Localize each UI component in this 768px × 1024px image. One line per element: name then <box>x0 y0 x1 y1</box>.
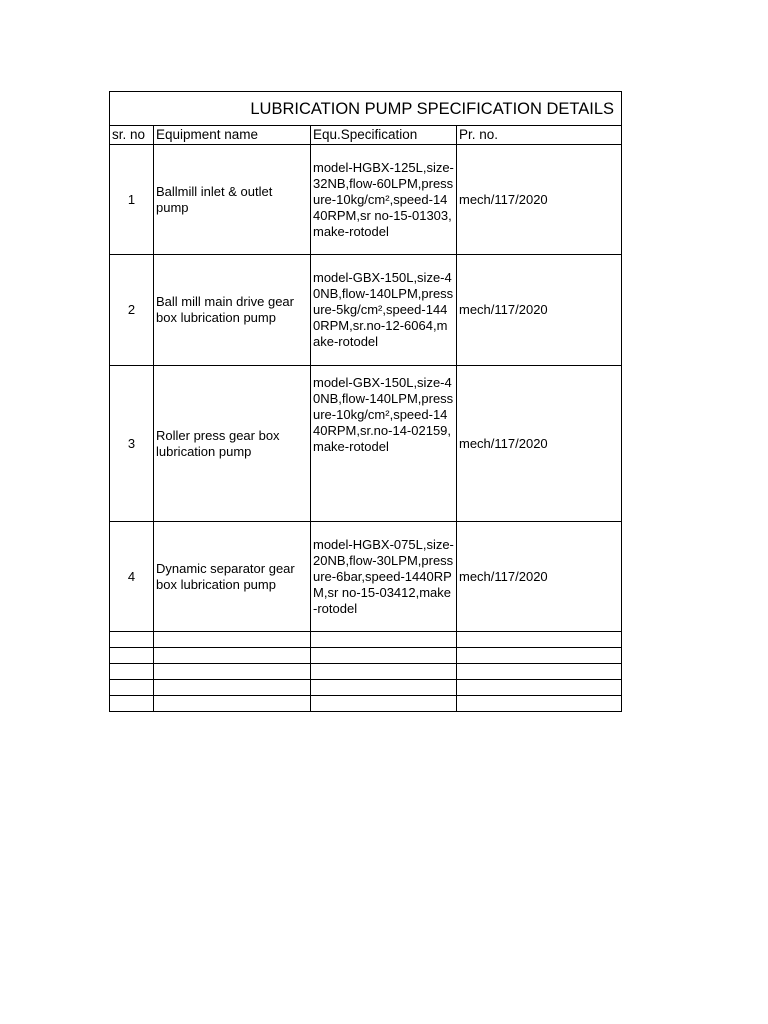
empty-cell <box>110 696 154 712</box>
empty-cell <box>154 648 311 664</box>
empty-row <box>110 648 622 664</box>
empty-cell <box>311 696 457 712</box>
row-sr-no: 1 <box>110 145 154 255</box>
row-equipment-name: Ballmill inlet & outlet pump <box>154 145 311 255</box>
empty-cell <box>311 664 457 680</box>
row-specification: model-HGBX-125L,size-32NB,flow-60LPM,pressure-10kg/cm²,speed-1440RPM,sr no-15-01303,make-rotodel <box>311 145 457 255</box>
table-row <box>110 255 622 366</box>
header-row <box>110 126 622 145</box>
row-equipment-name: Dynamic separator gear box lubrication pump <box>154 522 311 632</box>
empty-cell <box>110 648 154 664</box>
row-specification: model-GBX-150L,size-40NB,flow-140LPM,pressure-10kg/cm²,speed-1440RPM,sr.no-14-02159,make-rotodel <box>311 366 457 522</box>
empty-cell <box>457 680 622 696</box>
empty-cell <box>110 632 154 648</box>
row-sr-no: 4 <box>110 522 154 632</box>
empty-cell <box>457 696 622 712</box>
empty-cell <box>154 696 311 712</box>
row-pr-no: mech/117/2020 <box>457 145 622 255</box>
header-sr-no: sr. no <box>110 126 154 145</box>
empty-row <box>110 664 622 680</box>
header-specification: Equ.Specification <box>311 126 457 145</box>
table-row <box>110 366 622 522</box>
empty-cell <box>311 632 457 648</box>
empty-cell <box>110 680 154 696</box>
title-row <box>110 92 622 126</box>
row-pr-no: mech/117/2020 <box>457 522 622 632</box>
row-specification: model-HGBX-075L,size-20NB,flow-30LPM,pressure-6bar,speed-1440RPM,sr no-15-03412,make-rotodel <box>311 522 457 632</box>
empty-cell <box>154 664 311 680</box>
table-row <box>110 522 622 632</box>
row-sr-no: 3 <box>110 366 154 522</box>
empty-cell <box>110 664 154 680</box>
header-equipment-name: Equipment name <box>154 126 311 145</box>
empty-cell <box>311 648 457 664</box>
empty-cell <box>311 680 457 696</box>
empty-cell <box>154 632 311 648</box>
header-pr-no: Pr. no. <box>457 126 622 145</box>
row-pr-no: mech/117/2020 <box>457 255 622 366</box>
empty-cell <box>457 648 622 664</box>
row-sr-no: 2 <box>110 255 154 366</box>
empty-cell <box>457 632 622 648</box>
row-equipment-name: Roller press gear box lubrication pump <box>154 366 311 522</box>
empty-row <box>110 680 622 696</box>
table-row <box>110 145 622 255</box>
empty-cell <box>457 664 622 680</box>
specification-table <box>109 91 622 712</box>
table-title: LUBRICATION PUMP SPECIFICATION DETAILS <box>110 92 622 126</box>
empty-row <box>110 696 622 712</box>
row-equipment-name: Ball mill main drive gear box lubrication pump <box>154 255 311 366</box>
empty-cell <box>154 680 311 696</box>
empty-row <box>110 632 622 648</box>
row-specification: model-GBX-150L,size-40NB,flow-140LPM,pressure-5kg/cm²,speed-1440RPM,sr.no-12-6064,make-rotodel <box>311 255 457 366</box>
row-pr-no: mech/117/2020 <box>457 366 622 522</box>
